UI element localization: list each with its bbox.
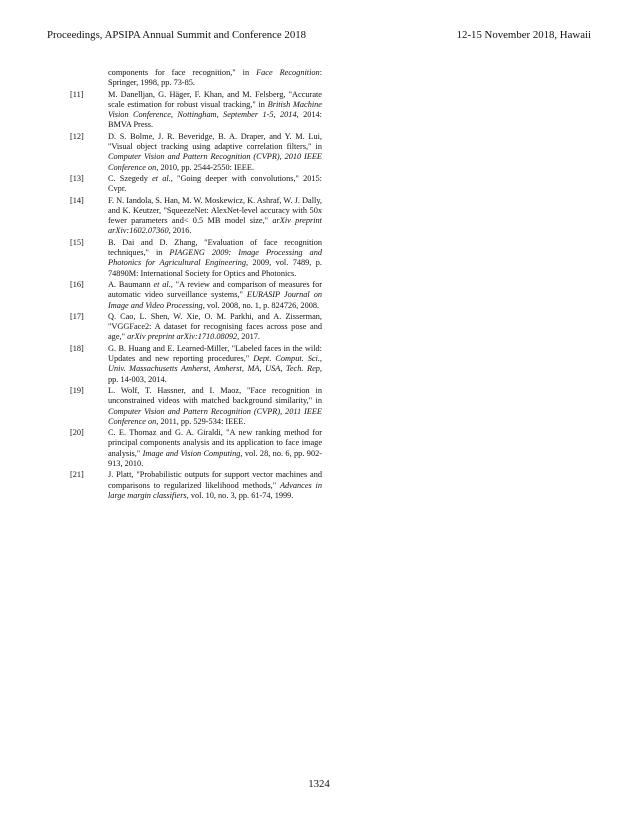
reference-text <box>108 312 322 342</box>
reference-entry <box>70 428 322 469</box>
reference-entry <box>70 196 322 237</box>
reference-italic-segment: Dept. Comput. Sci., Univ. Massachusetts Amherst, Amherst, MA, USA, Tech. Rep, <box>108 354 322 374</box>
reference-number: [14] <box>70 195 84 205</box>
reference-entry <box>70 280 322 311</box>
reference-list <box>70 68 322 502</box>
reference-italic-segment: Image and Vision Computing, <box>142 448 243 458</box>
reference-entry <box>70 132 322 173</box>
reference-text <box>108 386 322 426</box>
reference-segment: , 2011, pp. 529-534: IEEE. <box>156 416 246 426</box>
reference-text <box>108 470 322 500</box>
reference-segment: Q. Cao, L. Shen, W. Xie, O. M. Parkhi, and A. Zisserman, "VGGFace2: A dataset for recognising faces across pose and age," <box>108 311 322 342</box>
reference-segment: vol. 10, no. 3, pp. 61-74, 1999. <box>188 490 294 500</box>
reference-segment: F. N. Iandola, S. Han, M. W. Moskewicz, K. Ashraf, W. J. Dally, and K. Keutzer, "SqueezeNet: AlexNet-level accuracy with 50x fewer parameters and< 0.5 MB model size," <box>108 195 322 226</box>
reference-italic-segment: EURASIP Journal on Image and Video Processing, <box>108 290 323 310</box>
reference-number: [11] <box>70 89 84 99</box>
conference-dates-location: 12-15 November 2018, Hawaii <box>456 29 591 41</box>
reference-italic-segment: Computer Vision and Pattern Recognition (CVPR), 2011 IEEE Conference on <box>108 406 322 426</box>
reference-segment: , 2009, vol. 7489, p. 74890M: International Society for Optics and Photonics. <box>108 258 322 278</box>
reference-text <box>108 280 322 310</box>
reference-number: [16] <box>70 279 84 289</box>
reference-segment: 2017. <box>239 332 260 342</box>
running-header <box>47 28 591 42</box>
reference-segment: L. Wolf, T. Hassner, and I. Maoz, "Face recognition in unconstrained videos with matched background similarity," in <box>108 385 322 406</box>
reference-segment: , "A review and comparison of measures for automatic video surveillance systems," <box>108 279 323 300</box>
reference-italic-segment: PIAGENG 2009: Image Processing and Photonics for Agricultural Engineering <box>108 248 322 268</box>
reference-text <box>108 174 322 193</box>
reference-segment: D. S. Bolme, J. R. Beveridge, B. A. Draper, and Y. M. Lui, "Visual object tracking using adaptive correlation filters," in <box>108 131 322 152</box>
reference-segment: M. Danelljan, G. Häger, F. Khan, and M. Felsberg, "Accurate scale estimation for robust visual tracking," in <box>108 89 322 109</box>
reference-entry <box>70 238 322 279</box>
reference-segment: C. Szegedy <box>108 173 153 183</box>
reference-segment: , 2010, pp. 2544-2550: IEEE. <box>156 162 255 172</box>
reference-segment: 2016. <box>170 226 192 236</box>
reference-number: [20] <box>70 428 84 438</box>
reference-segment: G. B. Huang and E. Learned-Miller, "Labeled faces in the wild: Updates and new reporting procedures," <box>108 343 322 364</box>
reference-entry <box>70 386 322 427</box>
reference-text <box>108 68 322 87</box>
reference-entry <box>70 174 322 195</box>
reference-text <box>108 344 322 384</box>
reference-entry <box>70 90 322 131</box>
reference-segment: J. Platt, "Probabilistic outputs for support vector machines and comparisons to regularized likelihood methods," <box>108 470 322 490</box>
reference-entry <box>70 344 322 385</box>
reference-text <box>108 238 322 278</box>
reference-number: [21] <box>70 470 84 480</box>
reference-number: [19] <box>70 385 84 395</box>
reference-segment: : Springer, 1998, pp. 73-85. <box>108 68 323 88</box>
reference-entry <box>70 312 322 343</box>
reference-segment: C. E. Thomaz and G. A. Giraldi, "A new ranking method for principal components analysis and its application to face image analysis," <box>108 428 322 458</box>
reference-italic-segment: et al. <box>152 173 171 183</box>
reference-segment: B. Dai and D. Zhang, "Evaluation of face recognition techniques," in <box>108 237 322 258</box>
reference-italic-segment: arXiv preprint arXiv:1602.07360, <box>108 216 322 236</box>
reference-segment: , 2014: BMVA Press. <box>108 110 322 130</box>
reference-italic-segment: Advances in large margin classifiers, <box>108 480 323 500</box>
reference-number: [15] <box>70 237 84 247</box>
reference-entry <box>70 68 322 89</box>
reference-number: [13] <box>70 173 84 183</box>
reference-segment: pp. 14-003, 2014. <box>108 374 167 384</box>
reference-segment: vol. 28, no. 6, pp. 902-913, 2010. <box>108 448 323 468</box>
reference-segment: , "Going deeper with convolutions," 2015: Cvpr. <box>108 173 322 194</box>
reference-text <box>108 196 322 236</box>
reference-segment: A. Baumann <box>108 279 154 289</box>
reference-segment: components for face recognition," in <box>108 68 257 77</box>
reference-number: [17] <box>70 311 84 321</box>
page-number: 1324 <box>308 778 330 790</box>
reference-italic-segment: British Machine Vision Conference, Nottingham, September 1-5, 2014 <box>108 99 322 120</box>
reference-italic-segment: et al. <box>153 279 171 289</box>
conference-title: Proceedings, APSIPA Annual Summit and Conference 2018 <box>47 29 307 41</box>
reference-italic-segment: Face Recognition <box>256 68 320 77</box>
reference-italic-segment: Computer Vision and Pattern Recognition (CVPR), 2010 IEEE Conference on <box>108 152 322 172</box>
reference-text <box>108 90 322 130</box>
reference-number: [12] <box>70 131 84 141</box>
reference-text <box>108 428 322 468</box>
reference-text <box>108 132 322 172</box>
reference-entry <box>70 470 322 501</box>
reference-italic-segment: arXiv preprint arXiv:1710.08092, <box>127 332 240 342</box>
reference-number: [18] <box>70 343 84 353</box>
reference-segment: vol. 2008, no. 1, p. 824726, 2008. <box>204 300 320 310</box>
